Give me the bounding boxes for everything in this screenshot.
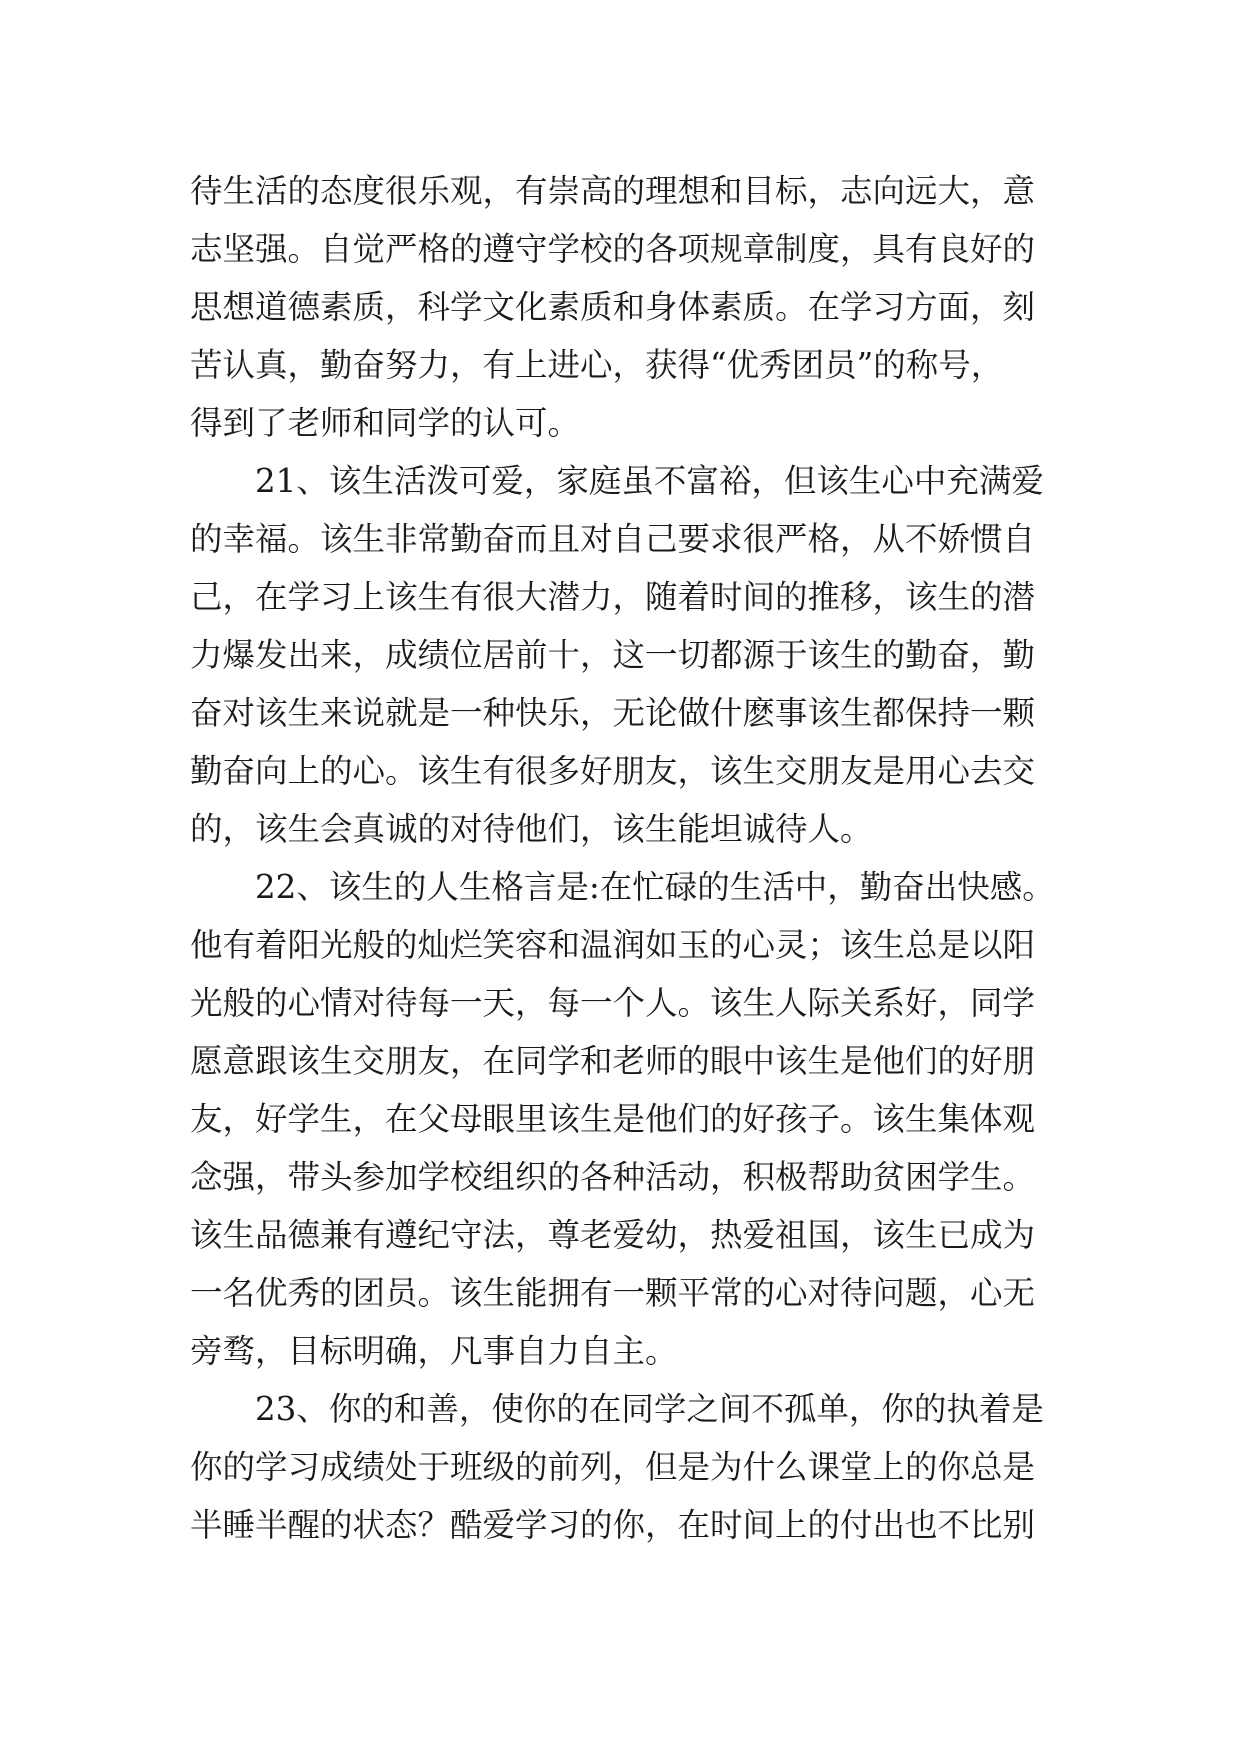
text-line: 愿意跟该生交朋友，在同学和老师的眼中该生是他们的好朋 (190, 1042, 1036, 1080)
text-line: 力爆发出来，成绩位居前十，这一切都源于该生的勤奋，勤 (190, 636, 1036, 674)
text-line: 念强，带头参加学校组织的各种活动，积极帮助贫困学生。 (190, 1158, 1036, 1196)
text-line: 21、该生活泼可爱，家庭虽不富裕，但该生心中充满爱 (255, 462, 1044, 500)
text-line: 半睡半醒的状态？酷爱学习的你，在时间上的付出也不比别 (190, 1506, 1036, 1544)
text-line: 待生活的态度很乐观，有崇高的理想和目标，志向远大，意 (190, 172, 1036, 210)
body-text (190, 162, 1060, 1554)
text-line: 苦认真，勤奋努力，有上进心，获得“优秀团员”的称号， (190, 346, 1004, 384)
text-line: 光般的心情对待每一天，每一个人。该生人际关系好，同学 (190, 984, 1036, 1022)
text-line: 得到了老师和同学的认可。 (190, 404, 581, 442)
text-line: 他有着阳光般的灿烂笑容和温润如玉的心灵；该生总是以阳 (190, 926, 1036, 964)
text-line: 22、该生的人生格言是:在忙碌的生活中，勤奋出快感。 (255, 868, 1055, 906)
text-line: 的幸福。该生非常勤奋而且对自己要求很严格，从不娇惯自 (190, 520, 1036, 558)
text-line: 一名优秀的团员。该生能拥有一颗平常的心对待问题，心无 (190, 1274, 1036, 1312)
text-line: 你的学习成绩处于班级的前列，但是为什么课堂上的你总是 (190, 1448, 1036, 1486)
text-line: 己，在学习上该生有很大潜力，随着时间的推移，该生的潜 (190, 578, 1036, 616)
text-line: 23、你的和善，使你的在同学之间不孤单，你的执着是 (255, 1390, 1044, 1428)
text-line: 的，该生会真诚的对待他们，该生能坦诚待人。 (190, 810, 873, 848)
text-line: 志坚强。自觉严格的遵守学校的各项规章制度，具有良好的 (190, 230, 1036, 268)
text-line: 该生品德兼有遵纪守法，尊老爱幼，热爱祖国，该生已成为 (190, 1216, 1036, 1254)
text-line: 友，好学生，在父母眼里该生是他们的好孩子。该生集体观 (190, 1100, 1036, 1138)
text-line: 奋对该生来说就是一种快乐，无论做什麽事该生都保持一颗 (190, 694, 1036, 732)
text-line: 思想道德素质，科学文化素质和身体素质。在学习方面，刻 (190, 288, 1036, 326)
text-line: 旁骛，目标明确，凡事自力自主。 (190, 1332, 678, 1370)
text-line: 勤奋向上的心。该生有很多好朋友，该生交朋友是用心去交 (190, 752, 1036, 790)
